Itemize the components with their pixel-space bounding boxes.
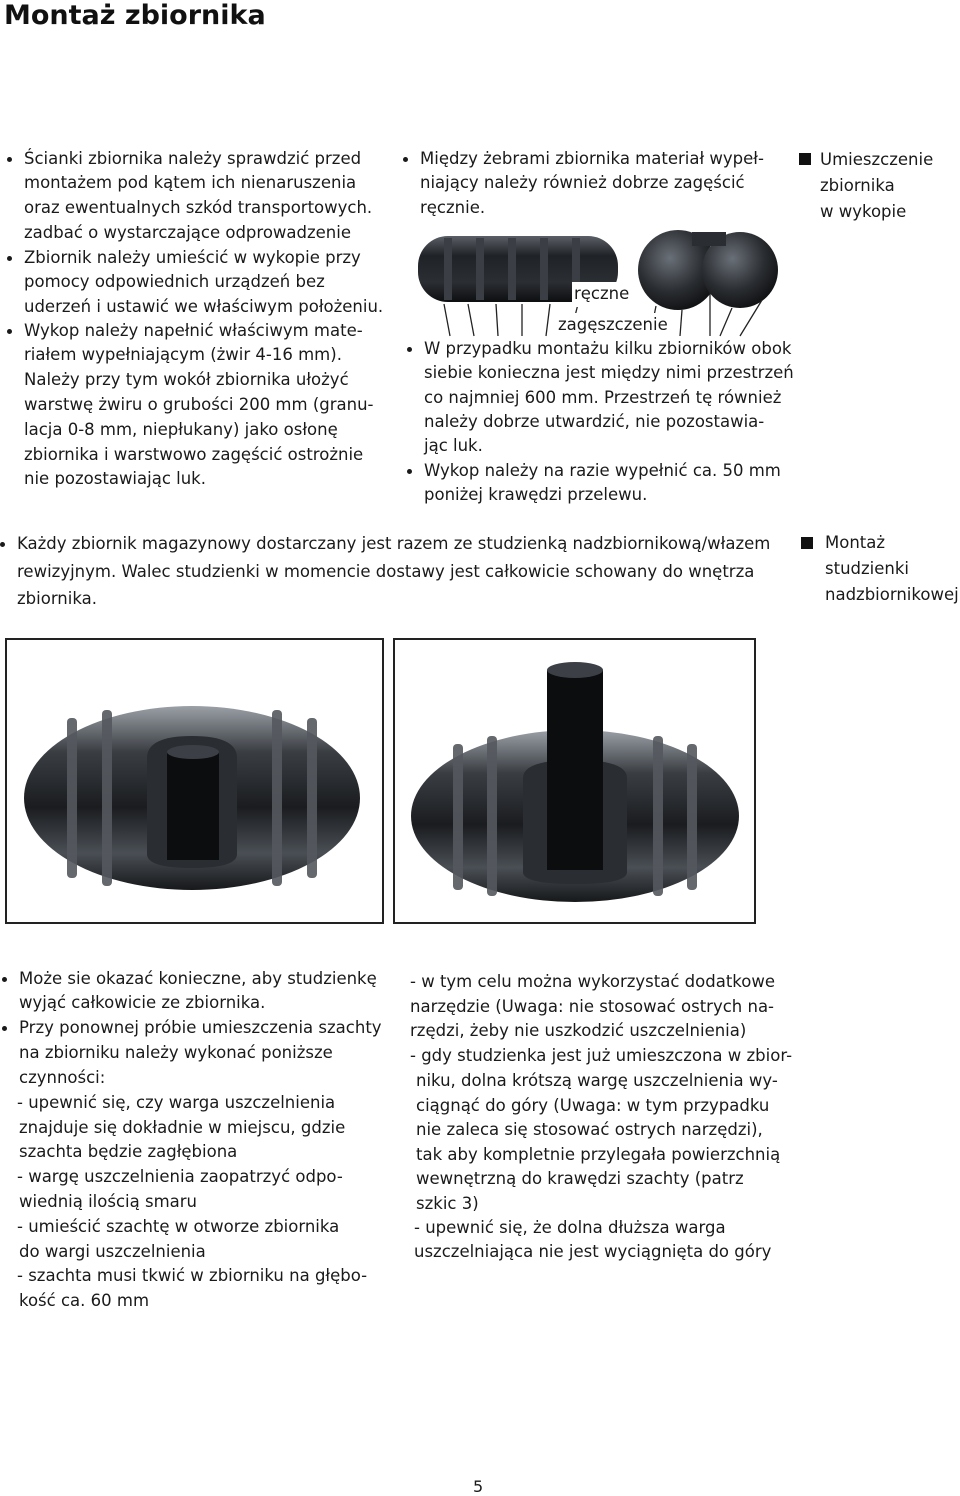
col1-line: Wykop należy napełnić właściwym mate- [24,319,363,344]
side-heading-marker [799,153,811,165]
col1-line: montażem pod kątem ich nienaruszenia [24,173,357,192]
col2-line: Wykop należy na razie wypełnić ca. 50 mm [424,459,781,484]
page-number: 5 [473,1477,484,1496]
figure-label-manual: ręczne [572,282,631,307]
bottom-right-line: nie zaleca się stosować ostrych narzędzi), [416,1120,763,1139]
bottom-right-line: - upewnić się, że dolna dłuższa warga [414,1218,726,1237]
bottom-left-line: szachta będzie zagłębiona [19,1142,238,1161]
col2-line: ręcznie. [420,198,486,217]
side-heading-line: Umieszczenie [820,150,934,169]
col1-line: warstwę żwiru o grubości 200 mm (granu- [24,395,374,414]
page-title: Montaż zbiornika [4,0,266,31]
bottom-right-line: uszczelniająca nie jest wyciągnięta do góry [414,1242,772,1261]
col1-line: zadbać o wystarczające odprowadzenie [24,223,351,242]
bottom-left-line: czynności: [19,1068,106,1087]
col1-line: oraz ewentualnych szkód transportowych. [24,198,373,217]
col1-line: nie pozostawiając luk. [24,469,206,488]
bottom-right-line: niku, dolna krótszą wargę uszczelnienia wy- [416,1071,778,1090]
col1-line: pomocy odpowiednich urządzeń bez [24,272,325,291]
bottom-left-line: znajduje się dokładnie w miejscu, gdzie [19,1118,346,1137]
bottom-left-line: - upewnić się, czy warga uszczelnienia [17,1093,336,1112]
side-heading-line: w wykopie [820,202,907,221]
bottom-right-line: rzędzi, żeby nie uszkodzić uszczelnienia) [410,1021,747,1040]
col2-line: Między żebrami zbiornika materiał wypeł- [420,147,764,172]
bottom-left-line: wiednią ilością smaru [19,1192,197,1211]
tank-photo-shaft-extended [393,638,756,924]
mid-line: zbiornika. [17,589,97,608]
tank-photo-closed [5,638,384,924]
col2-line: niający należy również dobrze zagęścić [420,173,745,192]
bottom-left-line: do wargi uszczelnienia [19,1242,206,1261]
bottom-left-line: na zbiorniku należy wykonać poniższe [19,1043,333,1062]
col1-line: zbiornika i warstwowo zagęścić ostrożnie [24,445,364,464]
bottom-left-line: Może sie okazać konieczne, aby studzienkę [19,967,377,992]
bottom-left-line: - wargę uszczelnienia zaopatrzyć odpo- [17,1167,343,1186]
col1-line: lacja 0-8 mm, niepłukany) jako osłonę [24,420,338,439]
col2-line: należy dobrze utwardzić, nie pozostawia- [424,412,765,431]
col1-line: uderzeń i ustawić we właściwym położeniu. [24,297,384,316]
bottom-right-line: narzędzie (Uwaga: nie stosować ostrych na- [410,997,775,1016]
mid-line: Każdy zbiornik magazynowy dostarczany jest razem ze studzienką nadzbiornikową/włazem [17,532,770,557]
mid-line: rewizyjnym. Walec studzienki w momencie dostawy jest całkowicie schowany do wnętrza [17,562,755,581]
side-heading-line: zbiornika [820,176,895,195]
side-heading-line: nadzbiornikowej [825,585,959,604]
col1-line: Ścianki zbiornika należy sprawdzić przed [24,147,361,172]
tank-end-view [638,230,778,310]
col1-line: riałem wypełniającym (żwir 4-16 mm). [24,345,342,364]
side-heading-line: studzienki [825,559,909,578]
bottom-left-line: - szachta musi tkwić w zbiorniku na głębo- [17,1266,368,1285]
bottom-left-line: - umieścić szachtę w otworze zbiornika [17,1217,340,1236]
side-heading-marker [801,537,813,549]
col2-line: jąc luk. [424,436,483,455]
col1-line: Zbiornik należy umieścić w wykopie przy [24,246,361,271]
bottom-right-line: tak aby kompletnie przylegała powierzchnią [416,1145,781,1164]
bottom-left-line: wyjąć całkowicie ze zbiornika. [19,993,266,1012]
bottom-left-line: kość ca. 60 mm [19,1291,150,1310]
side-heading-line: Montaż [825,533,886,552]
col2-line: poniżej krawędzi przelewu. [424,485,648,504]
bottom-left-line: Przy ponownej próbie umieszczenia szachty [19,1016,382,1041]
col2-line: W przypadku montażu kilku zbiorników obok [424,337,791,362]
col2-line: siebie konieczna jest między nimi przestrzeń [424,363,794,382]
col1-line: Należy przy tym wokół zbiornika ułożyć [24,370,349,389]
bottom-right-line: - gdy studzienka jest już umieszczona w zbior- [410,1046,793,1065]
bottom-right-line: wewnętrzną do krawędzi szachty (patrz [416,1169,744,1188]
col2-line: co najmniej 600 mm. Przestrzeń tę również [424,388,782,407]
figure-label-compaction: zagęszczenie [556,313,670,338]
bottom-right-line: ciągnąć do góry (Uwaga: w tym przypadku [416,1096,770,1115]
bottom-right-line: szkic 3) [416,1194,479,1213]
bottom-right-line: - w tym celu można wykorzystać dodatkowe [410,972,775,991]
